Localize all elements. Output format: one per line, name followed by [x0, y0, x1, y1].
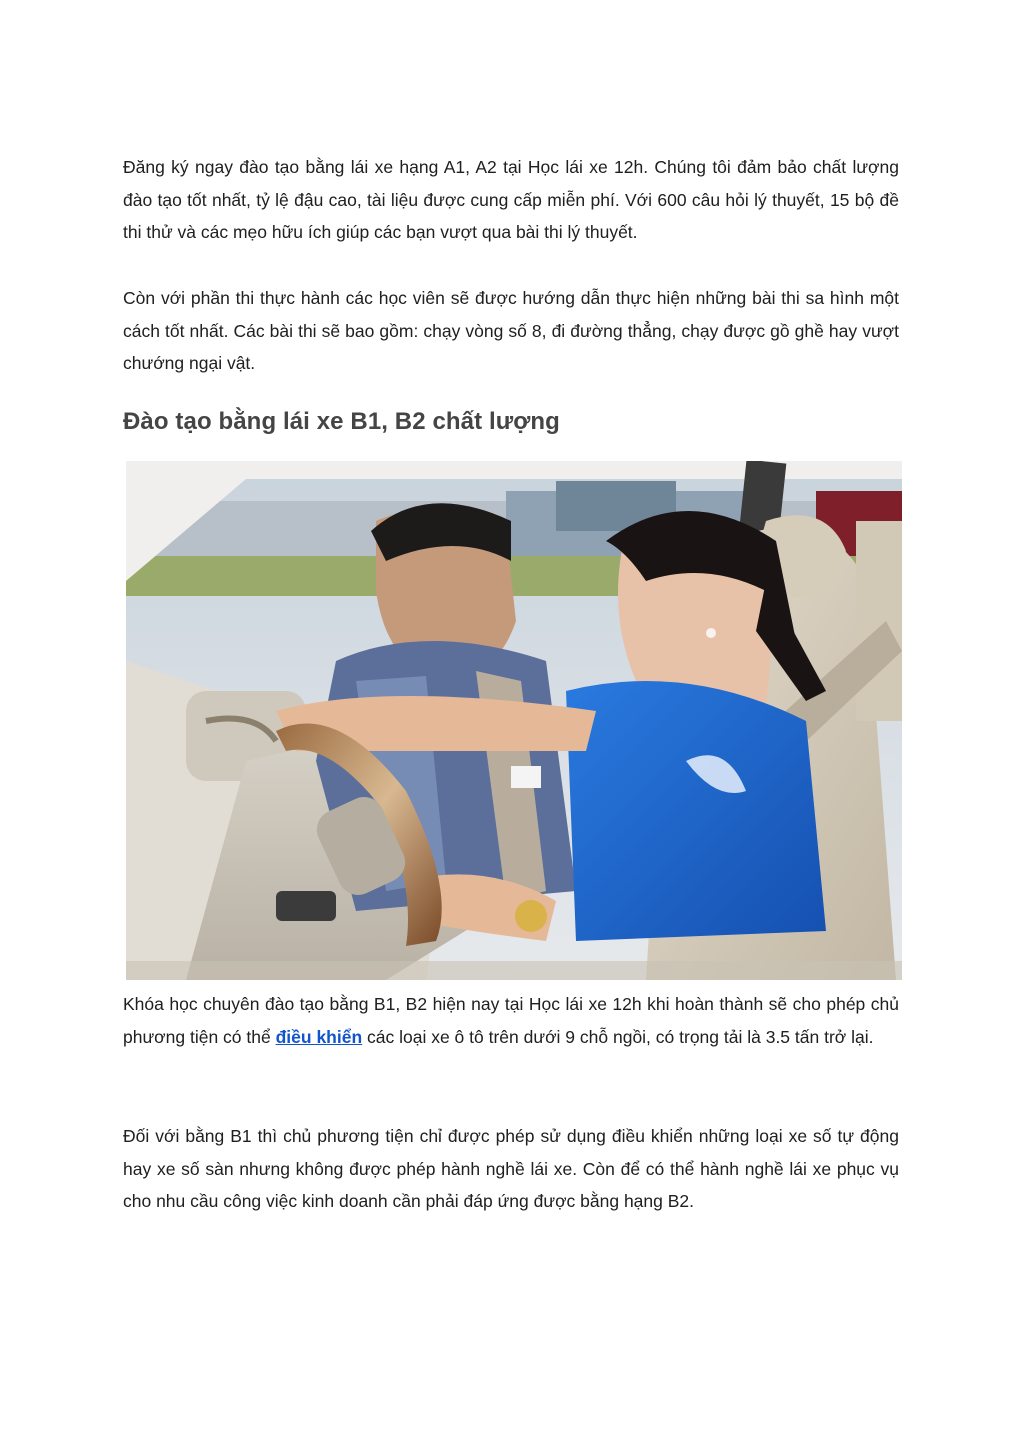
- b1-b2-course-paragraph: [123, 988, 899, 1053]
- practice-paragraph: Còn với phần thi thực hành các học viên sẽ được hướng dẫn thực hiện những bài thi sa hình một cách tốt nhất. Các bài thi sẽ bao gồm: chạy vòng số 8, đi đường thẳng, chạy được gồ ghề hay vượt chướng ngại vật.: [123, 288, 899, 373]
- course-text-start: Khóa học chuyên đào tạo bằng B1, B2 hiện nay tại Học lái xe 12h khi hoàn thành sẽ cho phép chủ phương tiện có thể: [123, 994, 899, 1047]
- course-text-end: các loại xe ô tô trên dưới 9 chỗ ngồi, có trọng tải là 3.5 tấn trở lại.: [362, 1026, 874, 1047]
- driving-lesson-photo: [126, 461, 902, 980]
- intro-paragraph: Đăng ký ngay đào tạo bằng lái xe hạng A1, A2 tại Học lái xe 12h. Chúng tôi đảm bảo chất lượng đào tạo tốt nhất, tỷ lệ đậu cao, tài liệu được cung cấp miễn phí. Với 600 câu hỏi lý thuyết, 15 bộ đề thi thử và các mẹo hữu ích giúp các bạn vượt qua bài thi lý thuyết.: [123, 157, 899, 242]
- b1-license-paragraph: Đối với bằng B1 thì chủ phương tiện chỉ được phép sử dụng điều khiển những loại xe số tự động hay xe số sàn nhưng không được phép hành nghề lái xe. Còn để có thể hành nghề lái xe phục vụ cho nhu cầu công việc kinh doanh cần phải đáp ứng được bằng hạng B2.: [123, 1126, 899, 1211]
- dieu-khien-link[interactable]: điều khiển: [275, 1026, 363, 1047]
- section-heading: Đào tạo bằng lái xe B1, B2 chất lượng: [123, 408, 560, 435]
